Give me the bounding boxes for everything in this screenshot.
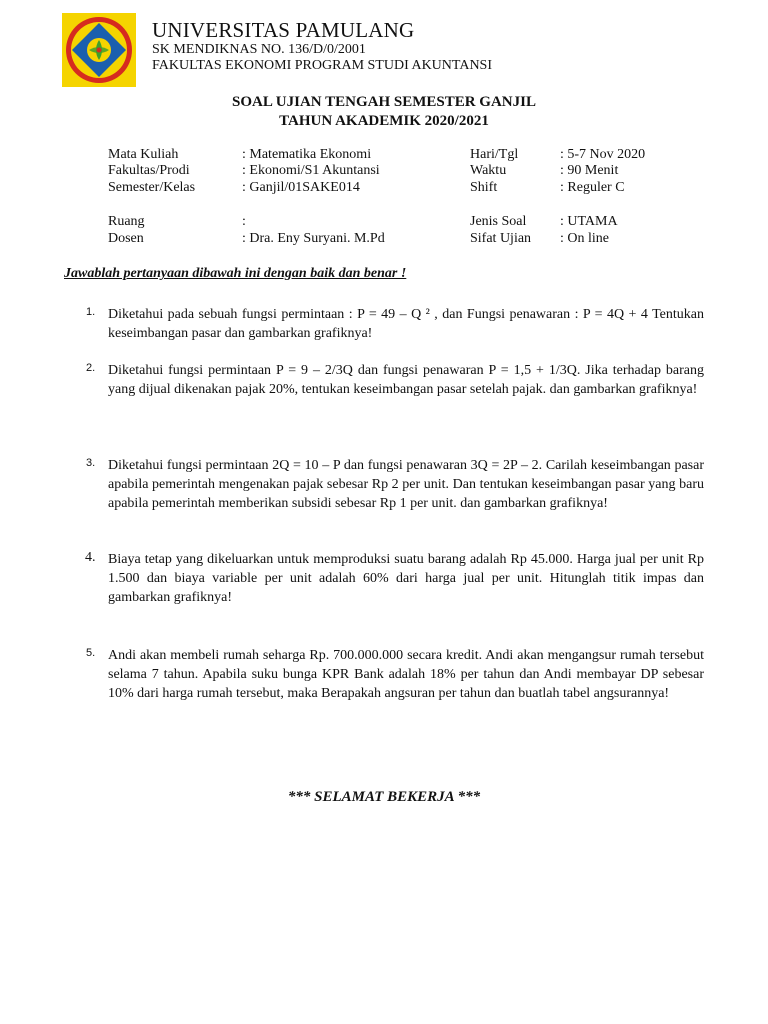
question-item xyxy=(86,550,704,607)
info-label-shift: Shift xyxy=(470,180,498,195)
info-value-shift: : Reguler C xyxy=(560,180,625,195)
question-text: Biaya tetap yang dikeluarkan untuk memproduksi suatu barang adalah Rp 45.000. Harga jual per unit Rp 1.500 dan biaya variable per unit adalah 60% dari harga jual per unit. Hitunglah titik impas dan gambarkan grafiknya! xyxy=(108,552,704,605)
question-number: 4. xyxy=(85,550,96,565)
instruction-text: Jawablah pertanyaan dibawah ini dengan baik dan benar ! xyxy=(64,266,407,281)
info-label-lecturer: Dosen xyxy=(108,231,144,246)
question-number: 1. xyxy=(86,306,96,318)
decree-number: SK MENDIKNAS NO. 136/D/0/2001 xyxy=(152,42,366,57)
question-item xyxy=(86,456,704,513)
closing-text: *** SELAMAT BEKERJA *** xyxy=(287,789,481,805)
question-text: Diketahui fungsi permintaan P = 9 – 2/3Q dan fungsi penawaran P = 1,5 + 1/3Q. Jika terhadap barang yang dijual dikenakan pajak 20%, tentukan keseimbangan pasar setelah pajak. dan gambarkan grafiknya! xyxy=(108,363,704,397)
info-value-room: : xyxy=(242,214,246,229)
info-value-time: : 90 Menit xyxy=(560,163,619,178)
question-number: 5. xyxy=(86,647,96,659)
question-text: Diketahui fungsi permintaan 2Q = 10 – P dan fungsi penawaran 3Q = 2P – 2. Carilah keseimbangan pasar apabila pemerintah mengenakan pajak sebesar Rp 2 per unit. Dan tentukan keseimbangan pasar yang baru apabila pemerintah memberikan subsidi sebesar Rp 1 per unit. dan gambarkan grafiknya! xyxy=(108,458,704,511)
info-label-room: Ruang xyxy=(108,214,145,229)
info-label-semester: Semester/Kelas xyxy=(108,180,196,195)
university-emblem-icon xyxy=(62,13,136,87)
question-item xyxy=(86,305,704,343)
info-value-exam-mode: : On line xyxy=(560,231,609,246)
academic-year: TAHUN AKADEMIK 2020/2021 xyxy=(279,113,489,129)
info-label-exam-mode: Sifat Ujian xyxy=(470,231,532,246)
info-label-question-type: Jenis Soal xyxy=(470,214,527,229)
info-value-lecturer: : Dra. Eny Suryani. M.Pd xyxy=(242,231,385,246)
question-item xyxy=(86,361,704,399)
info-label-time: Waktu xyxy=(470,163,507,178)
faculty-name: FAKULTAS EKONOMI PROGRAM STUDI AKUNTANSI xyxy=(152,58,493,73)
question-number: 3. xyxy=(86,457,96,469)
info-label-date: Hari/Tgl xyxy=(470,147,519,162)
question-text: Diketahui pada sebuah fungsi permintaan : P = 49 – Q ² , dan Fungsi penawaran : P = 4Q + 4 Tentukan keseimbangan pasar dan gambarkan grafiknya! xyxy=(108,307,704,341)
question-item xyxy=(86,646,704,703)
question-number: 2. xyxy=(86,362,96,374)
university-name: UNIVERSITAS PAMULANG xyxy=(152,18,415,42)
question-text: Andi akan membeli rumah seharga Rp. 700.000.000 secara kredit. Andi akan mengangsur rumah tersebut selama 7 tahun. Apabila suku bunga KPR Bank adalah 18% per tahun dan Andi membayar DP sebesar 10% dari harga rumah tersebut, maka Berapakah angsuran per tahun dan buatlah tabel angsurannya! xyxy=(108,648,704,701)
info-label-course: Mata Kuliah xyxy=(108,147,179,162)
info-value-date: : 5-7 Nov 2020 xyxy=(560,147,646,162)
info-value-question-type: : UTAMA xyxy=(560,214,618,229)
info-label-faculty: Fakultas/Prodi xyxy=(108,163,190,178)
info-value-semester: : Ganjil/01SAKE014 xyxy=(242,180,360,195)
info-value-faculty: : Ekonomi/S1 Akuntansi xyxy=(242,163,380,178)
info-value-course: : Matematika Ekonomi xyxy=(242,147,372,162)
exam-title: SOAL UJIAN TENGAH SEMESTER GANJIL xyxy=(232,94,536,110)
